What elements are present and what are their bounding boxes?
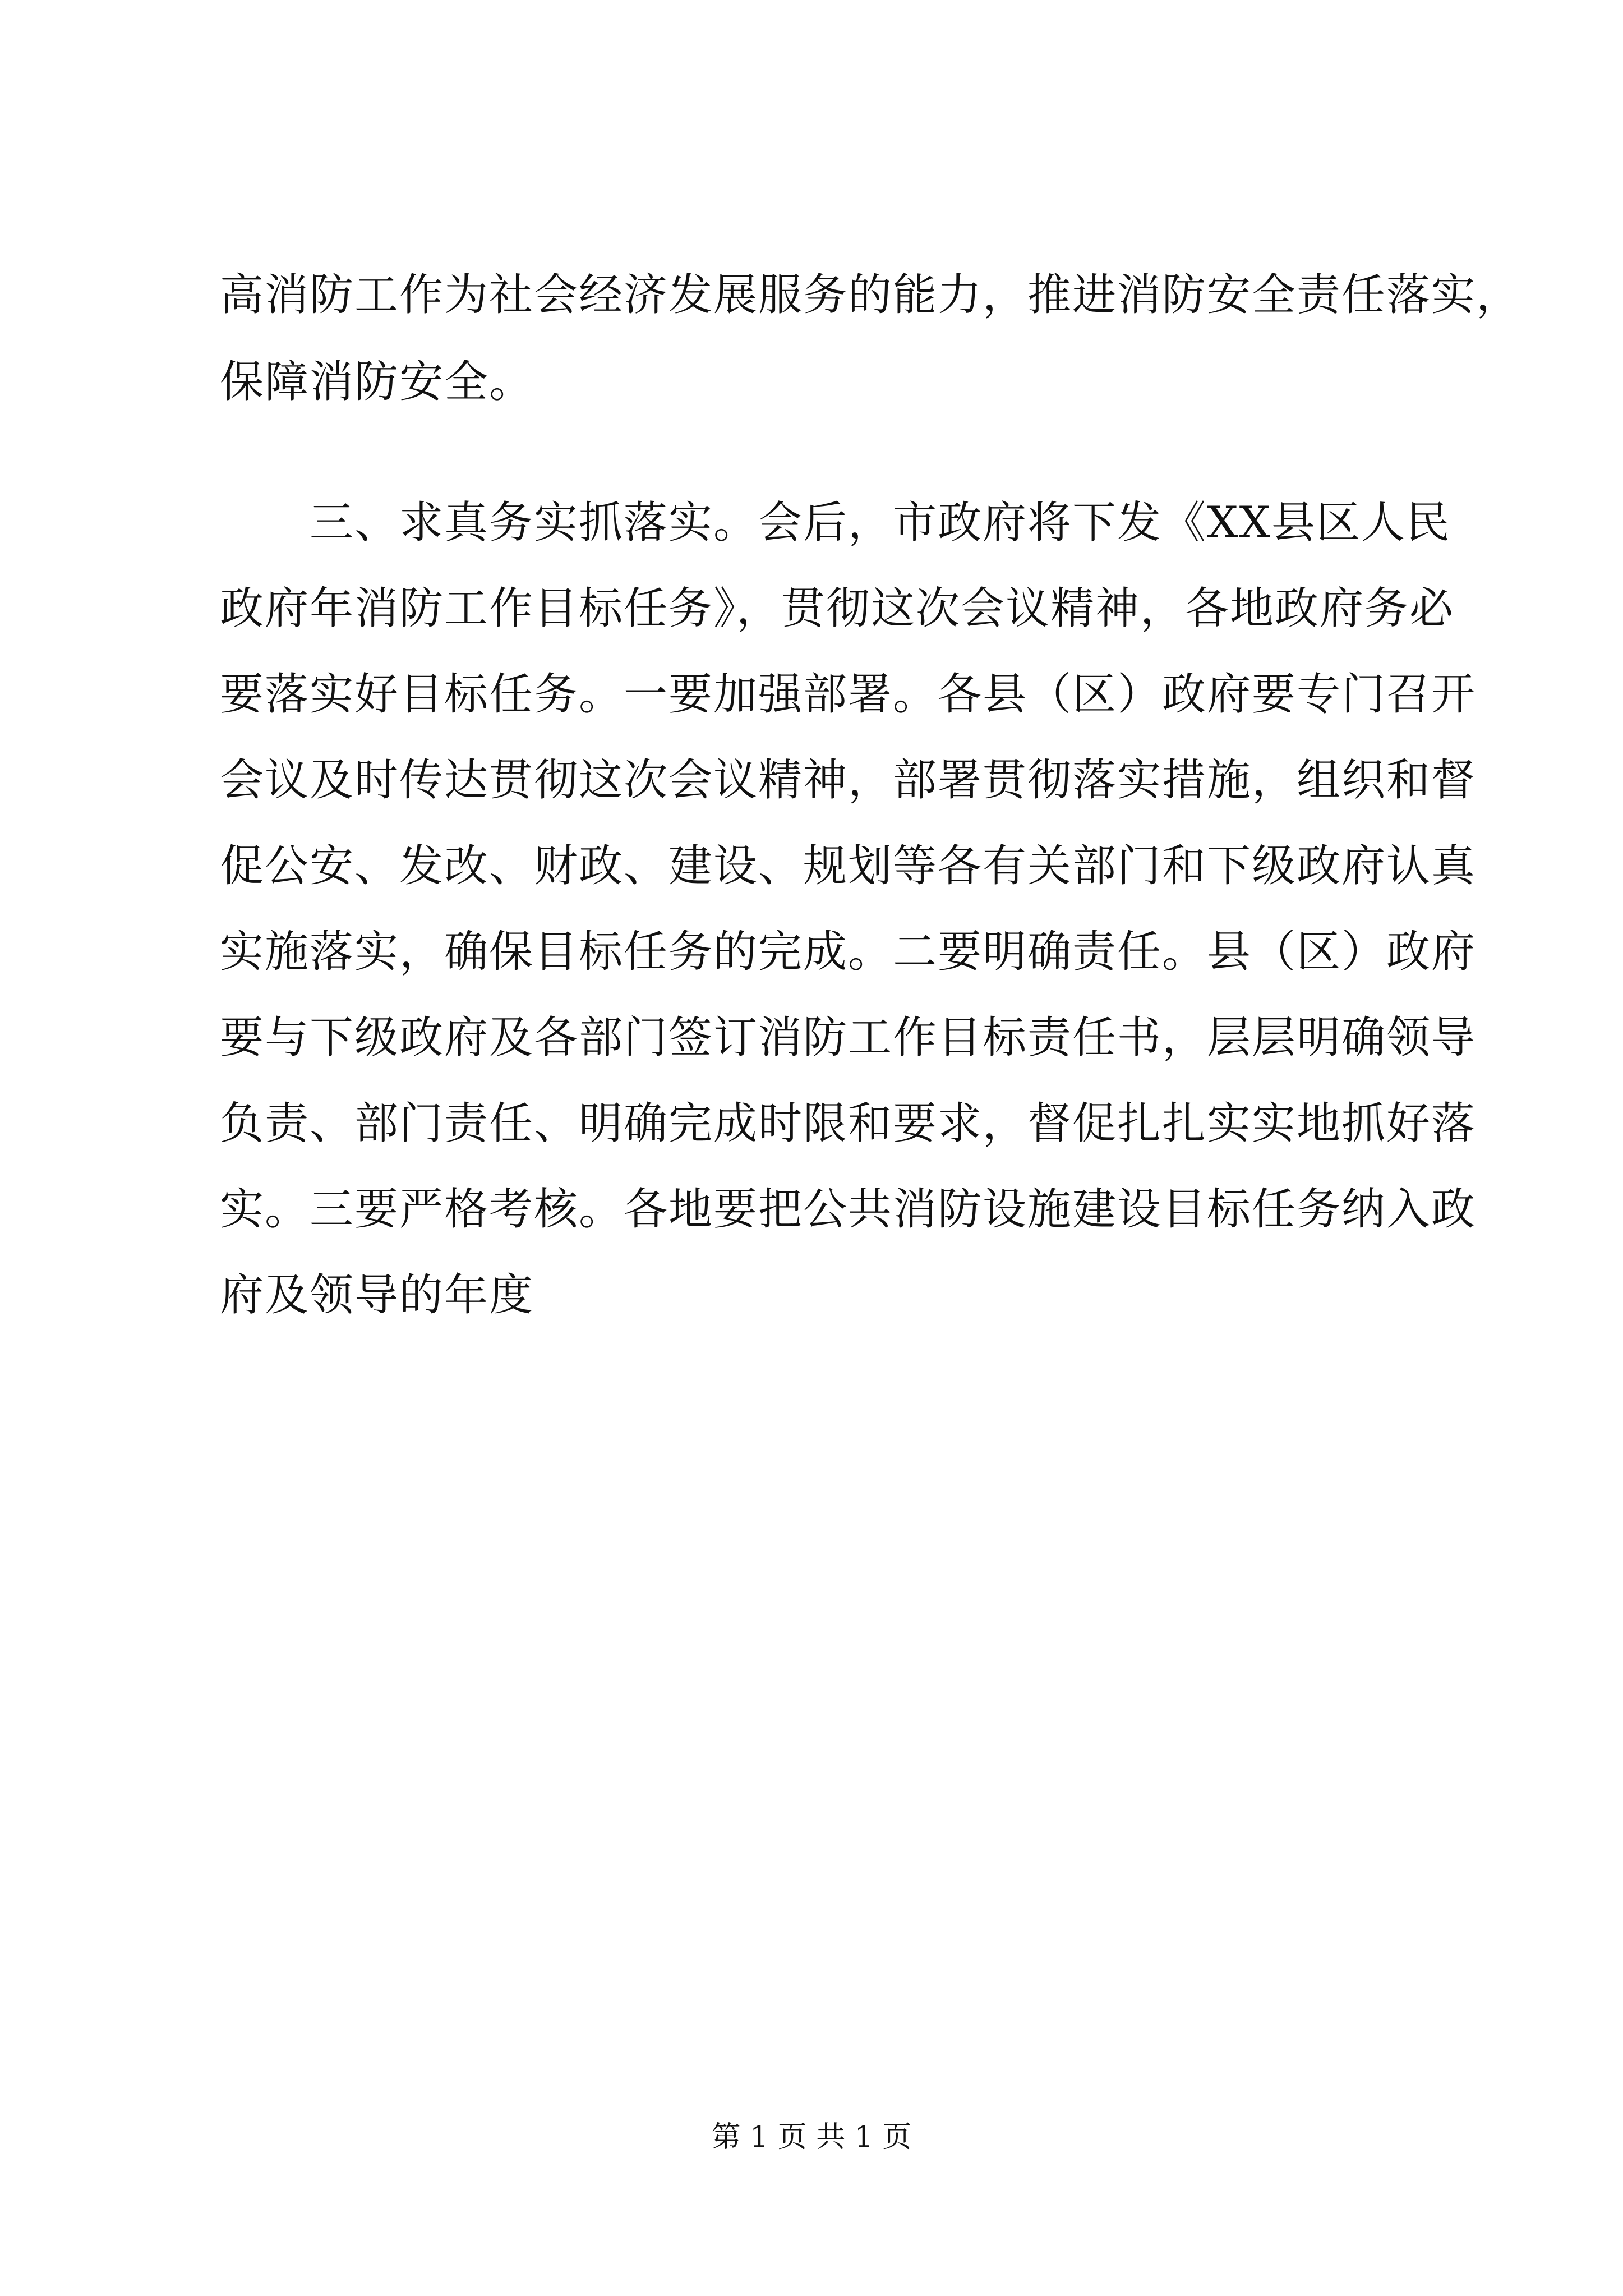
body-line: 促公安、发改、财政、建设、规划等各有关部门和下级政府认真 — [220, 841, 1477, 891]
body-line: 保障消防安全。 — [220, 357, 534, 407]
body-line: 实。三要严格考核。各地要把公共消防设施建设目标任务纳入政 — [220, 1184, 1477, 1235]
body-line: 要与下级政府及各部门签订消防工作目标责任书，层层明确领导 — [220, 1013, 1477, 1063]
body-line: 政府年消防工作目标任务》，贯彻这次会议精神，各地政府务必 — [220, 583, 1455, 634]
body-line: 府及领导的年度 — [220, 1270, 534, 1320]
body-line: 要落实好目标任务。一要加强部署。各县（区）政府要专门召开 — [220, 669, 1477, 720]
page-number-footer: 第 1 页 共 1 页 — [711, 2120, 912, 2154]
body-line: 会议及时传达贯彻这次会议精神，部署贯彻落实措施，组织和督 — [220, 755, 1477, 806]
body-line: 高消防工作为社会经济发展服务的能力，推进消防安全责任落实， — [220, 270, 1521, 320]
body-line: 三、求真务实抓落实。会后，市政府将下发《XX县区人民 — [220, 498, 1451, 548]
body-line: 负责、部门责任、明确完成时限和要求，督促扎扎实实地抓好落 — [220, 1098, 1477, 1149]
body-line: 实施落实，确保目标任务的完成。二要明确责任。县（区）政府 — [220, 927, 1477, 977]
